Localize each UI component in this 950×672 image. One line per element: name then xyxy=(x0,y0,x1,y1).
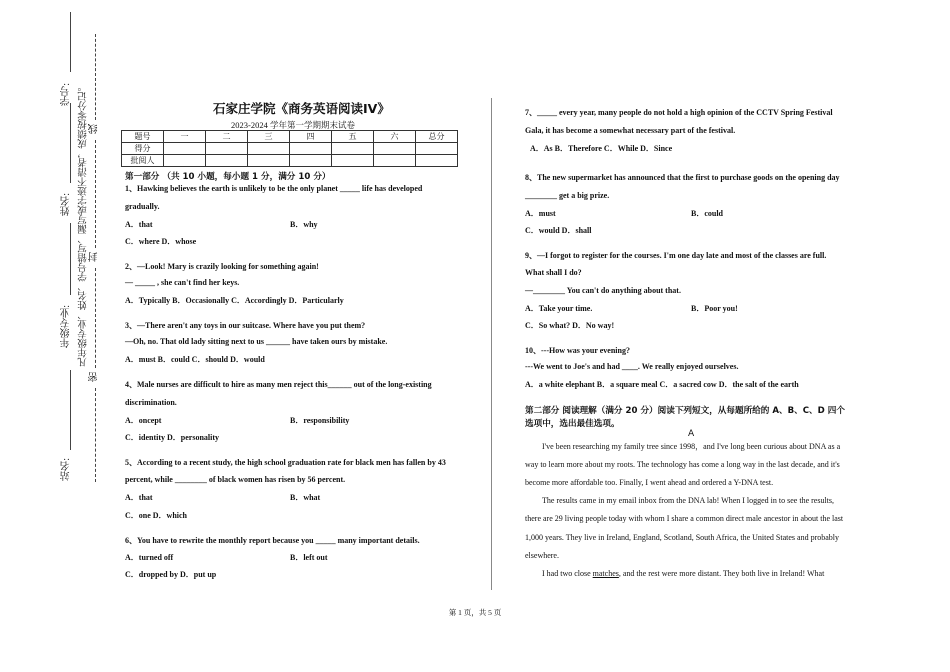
q9-line2: What shall I do? xyxy=(525,268,582,277)
q1-line2: gradually. xyxy=(125,202,160,211)
score-header-cell: 总分 xyxy=(416,131,458,143)
score-header-cell: 四 xyxy=(290,131,332,143)
grader-cell[interactable] xyxy=(416,155,458,167)
q4-option-cd[interactable]: C．identity D．personality xyxy=(125,433,219,442)
grader-cell[interactable] xyxy=(290,155,332,167)
part2-heading-line1: 第二部分 阅读理解（满分 20 分）阅读下列短文，从每题所给的 A、B、C、D 四个 xyxy=(525,406,845,416)
score-header-cell: 题号 xyxy=(122,131,164,143)
major-line xyxy=(70,223,71,295)
seal-line-top xyxy=(95,34,96,120)
score-cell[interactable] xyxy=(374,143,416,155)
q9-line3: —________ You can't do anything about that. xyxy=(525,286,681,295)
name-line xyxy=(70,103,71,183)
major-label: 年级专业: xyxy=(61,305,72,348)
page-footer: 第 1 页，共 5 页 xyxy=(448,608,502,617)
passage-p2-line3: 1,000 years. They live in Ireland, England, Scotland, South Africa, the United States and probably xyxy=(525,533,840,542)
q5-line1: 5、According to a recent study, the high school graduation rate for black men has fallen by 43 xyxy=(125,458,446,467)
q7-options[interactable]: A．As B．Therefore C．While D．Since xyxy=(530,144,673,153)
score-header-cell: 三 xyxy=(248,131,290,143)
seal-line-mi: 密 xyxy=(89,372,100,382)
score-header-cell: 二 xyxy=(206,131,248,143)
grader-row xyxy=(122,155,458,167)
column-divider xyxy=(491,98,492,590)
part1-heading: 第一部分 （共 10 小题，每小题 1 分，满分 10 分） xyxy=(125,172,331,182)
name-label: 姓名: xyxy=(61,193,72,216)
exam-site-line xyxy=(70,370,71,450)
grader-cell[interactable] xyxy=(332,155,374,167)
q10-options[interactable]: A．a white elephant B．a square meal C．a sacred cow D．the salt of the earth xyxy=(525,380,799,389)
seal-line-xian: 线 xyxy=(89,124,100,134)
q4-option-a[interactable]: A．oncept xyxy=(125,416,162,425)
q8-line1: 8、The new supermarket has announced that the first to purchase goods on the opening day xyxy=(525,173,840,182)
exam-title: 石家庄学院《商务英语阅读IV》 xyxy=(213,101,390,116)
q9-option-a[interactable]: A．Take your time. xyxy=(525,304,593,313)
score-header-cell: 五 xyxy=(332,131,374,143)
passage-p2-line1: The results came in my email inbox from the DNA lab! When I logged in to see the results, xyxy=(542,496,835,505)
q1-option-a[interactable]: A．that xyxy=(125,220,153,229)
score-header-cell: 六 xyxy=(374,131,416,143)
grader-cell[interactable] xyxy=(164,155,206,167)
part2-heading-line2: 选项中，选出最佳选项。 xyxy=(525,419,620,429)
q7-line2: Gala, it has become a somewhat necessary part of the festival. xyxy=(525,126,736,135)
grader-cell[interactable] xyxy=(374,155,416,167)
student-id-label: 学号: xyxy=(61,83,72,106)
q2-line1: 2、—Look! Mary is crazily looking for something again! xyxy=(125,262,319,271)
passage-label: A xyxy=(688,429,695,439)
q9-line1: 9、—I forgot to register for the courses. I'm one day late and most of the classes are full. xyxy=(525,251,827,260)
q9-option-cd[interactable]: C．So what? D．No way! xyxy=(525,321,615,330)
score-cell[interactable] xyxy=(332,143,374,155)
q7-line1: 7、_____ every year, many people do not hold a high opinion of the CCTV Spring Festival xyxy=(525,108,833,117)
q4-line1: 4、Male nurses are difficult to hire as many men reject this______ out of the long-existing xyxy=(125,380,432,389)
q6-option-a[interactable]: A．turned off xyxy=(125,553,174,562)
passage-p3-underlined-word: matches xyxy=(592,569,619,578)
score-table xyxy=(121,130,458,167)
passage-p1-line2: way to learn more about my roots. The technology has come a long way in the last decade, and it's xyxy=(525,460,840,469)
q4-option-b[interactable]: B．responsibility xyxy=(290,416,350,425)
binding-notice: 凡年级专业、姓名、学号错写、漏写或字迹不清者，成绩按零分记。 xyxy=(79,82,89,367)
passage-p1-line3: become more affordable too. Finally, I went ahead and ordered a Y-DNA test. xyxy=(525,478,774,487)
q10-line2: ---We went to Joe's and had ____. We really enjoyed ourselves. xyxy=(525,362,739,371)
seal-line-mid xyxy=(95,140,96,248)
grader-cell[interactable] xyxy=(248,155,290,167)
q1-option-b[interactable]: B．why xyxy=(290,220,318,229)
q10-line1: 10、---How was your evening? xyxy=(525,346,630,355)
q4-line2: discrimination. xyxy=(125,398,177,407)
exam-subtitle: 2023-2024 学年第一学期期末试卷 xyxy=(231,120,355,130)
score-cell[interactable] xyxy=(206,143,248,155)
q6-option-b[interactable]: B．left out xyxy=(290,553,328,562)
score-row xyxy=(122,143,458,155)
q5-option-cd[interactable]: C．one D．which xyxy=(125,511,188,520)
passage-p3-line1 xyxy=(542,569,824,578)
q3-line2: —Oh, no. That old lady sitting next to us ______ have taken ours by mistake. xyxy=(125,337,388,346)
q8-option-b[interactable]: B．could xyxy=(691,209,724,218)
grader-row-label: 批阅人 xyxy=(122,155,164,167)
score-cell[interactable] xyxy=(290,143,332,155)
q5-option-a[interactable]: A．that xyxy=(125,493,153,502)
score-row-label: 得分 xyxy=(122,143,164,155)
q6-line1: 6、You have to rewrite the monthly report because you _____ many important details. xyxy=(125,536,420,545)
passage-p1-line1: I've been researching my family tree since 1998，and I've long been curious about DNA as a xyxy=(542,442,841,451)
passage-p2-line4: elsewhere. xyxy=(525,551,559,560)
exam-site-label: 站名: xyxy=(61,458,72,481)
seal-line-feng: 封 xyxy=(89,252,100,262)
passage-p3-pre: I had two close xyxy=(542,569,593,578)
student-id-line xyxy=(70,12,71,72)
score-header-cell: 一 xyxy=(164,131,206,143)
q3-options[interactable]: A．must B．could C．should D．would xyxy=(125,355,265,364)
q1-line1: 1、Hawking believes the earth is unlikely to be the only planet _____ life has developed xyxy=(125,184,423,193)
q5-line2: percent, while ________ of black women has risen by 56 percent. xyxy=(125,475,346,484)
q8-option-a[interactable]: A．must xyxy=(525,209,556,218)
q9-option-b[interactable]: B．Poor you! xyxy=(691,304,738,313)
q1-option-cd[interactable]: C．where D．whose xyxy=(125,237,197,246)
grader-cell[interactable] xyxy=(206,155,248,167)
score-cell[interactable] xyxy=(248,143,290,155)
passage-p3-post: , and the rest were more distant. They both live in Ireland! What xyxy=(618,569,825,578)
score-table-header-row xyxy=(122,131,458,143)
q8-option-cd[interactable]: C．would D．shall xyxy=(525,226,592,235)
seal-line-bottom xyxy=(95,388,96,482)
score-cell[interactable] xyxy=(416,143,458,155)
q8-line2: ________ get a big prize. xyxy=(525,191,610,200)
score-cell[interactable] xyxy=(164,143,206,155)
passage-p2-line2: there are 29 living people today with whom I share a common direct male ancestor in about the last xyxy=(525,514,844,523)
q5-option-b[interactable]: B．what xyxy=(290,493,321,502)
q3-line1: 3、—There aren't any toys in our suitcase. Where have you put them? xyxy=(125,321,366,330)
seal-line-low xyxy=(95,268,96,368)
q2-line2: — _____ , she can't find her keys. xyxy=(125,278,240,287)
q6-option-cd[interactable]: C．dropped by D．put up xyxy=(125,570,217,579)
q2-options[interactable]: A．Typically B．Occasionally C．Accordingly D．Particularly xyxy=(125,296,344,305)
